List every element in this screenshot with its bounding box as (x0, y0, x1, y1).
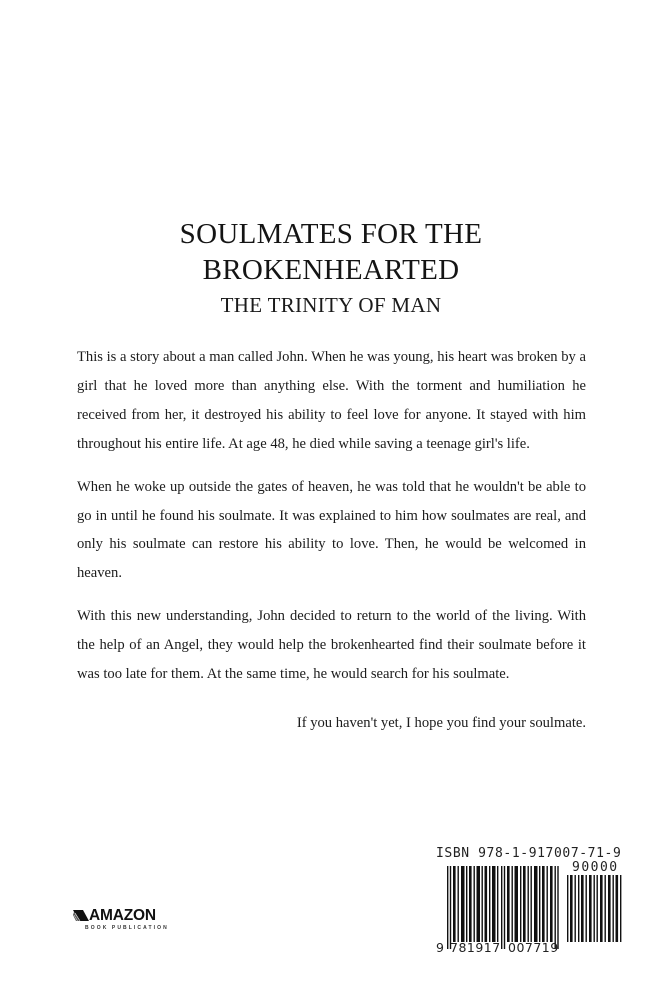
blurb-closing-line: If you haven't yet, I hope you find your soulmate. (296, 714, 586, 731)
price-addon-digits: 90000 (572, 860, 619, 875)
book-icon (73, 909, 89, 922)
barcode-digits-left: 781917 (450, 940, 501, 955)
barcode-digits-right: 007719 (508, 940, 559, 955)
blurb-paragraph-1: This is a story about a man called John. When he was young, his heart was broken by a girl that he loved more than anything else. With the torment and humiliation he received from her, it destroyed his ability to feel love for anyone. It stayed with him throughout his entire life. At age 48, he died while saving a teenage girl's life. (77, 349, 586, 452)
barcode-main-bars (447, 866, 559, 949)
isbn-barcode (434, 846, 626, 956)
publisher-logo (73, 908, 183, 934)
book-title-line-1: SOULMATES FOR THE (179, 218, 483, 250)
isbn-label: ISBN 978-1-917007-71-9 (436, 846, 622, 861)
title-block (0, 216, 662, 319)
blurb (77, 343, 586, 752)
barcode-digit-first: 9 (436, 940, 444, 955)
barcode-digits (436, 941, 563, 955)
publisher-tagline: BOOK PUBLICATION (85, 925, 169, 931)
book-subtitle: THE TRINITY OF MAN (220, 293, 442, 317)
barcode-addon-bars (567, 875, 623, 942)
blurb-paragraph-3: With this new understanding, John decided to return to the world of the living. With the help of an Angel, they would help the brokenhearted find their soulmate before it was too late for them. At the same time, he would search for his soulmate. (77, 608, 586, 683)
blurb-paragraph-2: When he woke up outside the gates of heaven, he was told that he wouldn't be able to go in until he found his soulmate. It was explained to him how soulmates are real, and only his soulmate can restore his ability to love. Then, he would be welcomed in heaven. (77, 478, 586, 582)
book-title-line-2: BROKENHEARTED (202, 254, 460, 286)
publisher-name: AMAZON (89, 907, 156, 924)
